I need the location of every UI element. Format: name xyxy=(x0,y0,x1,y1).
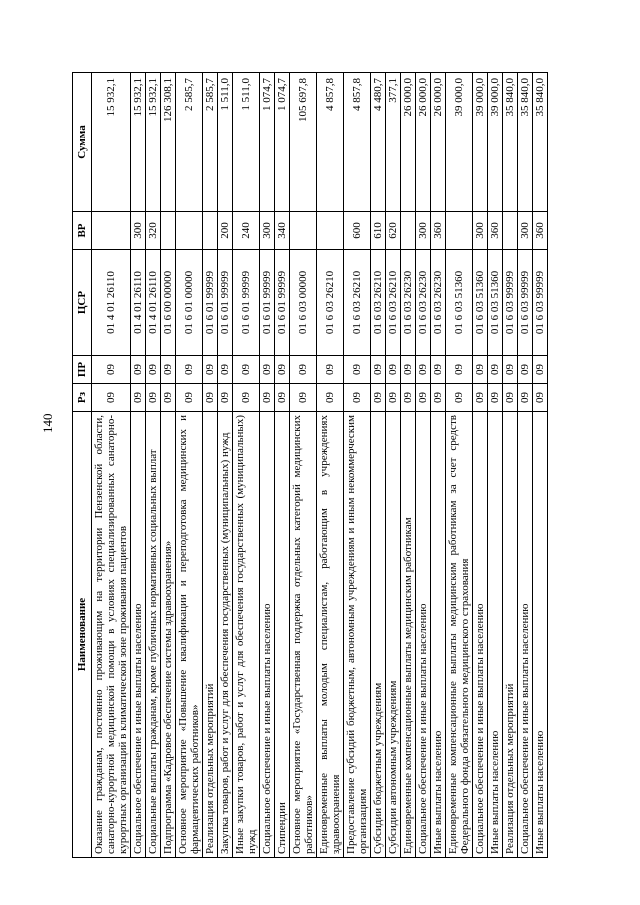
cell-csr: 01 6 03 51360 xyxy=(488,250,503,356)
cell-rz: 09 xyxy=(203,384,218,412)
table-row xyxy=(317,73,344,858)
cell-pr: 09 xyxy=(533,356,548,384)
cell-vr: 300 xyxy=(518,212,533,250)
table-row xyxy=(275,73,290,858)
cell-name: Стипендии xyxy=(275,412,290,858)
cell-csr: 01 6 03 51360 xyxy=(446,250,473,356)
cell-vr: 300 xyxy=(416,212,431,250)
cell-name: Социальное обеспечение и иные выплаты населению xyxy=(518,412,533,858)
cell-csr: 01 6 01 99999 xyxy=(233,250,260,356)
cell-name: Предоставление субсидий бюджетным, автономным учреждениям и иным некоммерческим организациям xyxy=(344,412,371,858)
cell-name: Единовременные компенсационные выплаты медицинским работникам за счет средств Федерального фонда обязательного медицинского страхования xyxy=(446,412,473,858)
cell-rz: 09 xyxy=(92,384,131,412)
cell-csr: 01 6 00 00000 xyxy=(161,250,176,356)
cell-rz: 09 xyxy=(344,384,371,412)
cell-name: Социальное обеспечение и иные выплаты населению xyxy=(260,412,275,858)
cell-name: Иные выплаты населению xyxy=(533,412,548,858)
cell-name: Социальное обеспечение и иные выплаты населению xyxy=(416,412,431,858)
cell-csr: 01 6 01 99999 xyxy=(275,250,290,356)
cell-vr xyxy=(92,212,131,250)
cell-sum: 377,1 xyxy=(386,73,401,212)
header-pr: ПР xyxy=(73,356,92,384)
cell-vr xyxy=(401,212,416,250)
cell-name: Социальные выплаты гражданам, кроме публичных нормативных социальных выплат xyxy=(146,412,161,858)
cell-sum: 4 480,7 xyxy=(371,73,386,212)
table-row xyxy=(446,73,473,858)
cell-vr xyxy=(161,212,176,250)
cell-name: Социальное обеспечение и иные выплаты населению xyxy=(131,412,146,858)
cell-name: Подпрограмма «Кадровое обеспечение системы здравоохранения» xyxy=(161,412,176,858)
cell-sum: 1 074,7 xyxy=(260,73,275,212)
cell-name: Иные закупки товаров, работ и услуг для обеспечения государственных (муниципальных) нужд xyxy=(233,412,260,858)
table-row xyxy=(473,73,488,858)
cell-rz: 09 xyxy=(503,384,518,412)
table-row xyxy=(431,73,446,858)
cell-sum: 1 511,0 xyxy=(233,73,260,212)
cell-rz: 09 xyxy=(473,384,488,412)
cell-pr: 09 xyxy=(416,356,431,384)
header-name: Наименование xyxy=(73,412,92,858)
cell-rz: 09 xyxy=(533,384,548,412)
table-row xyxy=(218,73,233,858)
cell-rz: 09 xyxy=(371,384,386,412)
table-header-row xyxy=(73,73,92,858)
cell-rz: 09 xyxy=(431,384,446,412)
cell-pr: 09 xyxy=(401,356,416,384)
cell-vr: 240 xyxy=(233,212,260,250)
cell-sum: 39 000,0 xyxy=(473,73,488,212)
budget-table-page xyxy=(72,73,606,858)
cell-rz: 09 xyxy=(260,384,275,412)
cell-sum: 26 000,0 xyxy=(401,73,416,212)
cell-vr xyxy=(176,212,203,250)
cell-pr: 09 xyxy=(371,356,386,384)
table-row xyxy=(203,73,218,858)
table-row xyxy=(503,73,518,858)
cell-name: Единовременные выплаты молодым специалистам, работающим в учреждениях здравоохранения xyxy=(317,412,344,858)
cell-vr: 610 xyxy=(371,212,386,250)
cell-pr: 09 xyxy=(146,356,161,384)
cell-rz: 09 xyxy=(218,384,233,412)
table-row xyxy=(161,73,176,858)
cell-pr: 09 xyxy=(344,356,371,384)
cell-rz: 09 xyxy=(131,384,146,412)
cell-sum: 126 308,1 xyxy=(161,73,176,212)
cell-rz: 09 xyxy=(161,384,176,412)
cell-pr: 09 xyxy=(203,356,218,384)
cell-csr: 01 6 01 99999 xyxy=(203,250,218,356)
cell-rz: 09 xyxy=(290,384,317,412)
cell-csr: 01 4 01 26110 xyxy=(92,250,131,356)
cell-sum: 39 000,0 xyxy=(488,73,503,212)
cell-sum: 2 585,7 xyxy=(203,73,218,212)
cell-name: Основное мероприятие «Государственная поддержка отдельных категорий медицинских работников» xyxy=(290,412,317,858)
cell-pr: 09 xyxy=(488,356,503,384)
table-row xyxy=(416,73,431,858)
cell-vr: 360 xyxy=(431,212,446,250)
cell-name: Субсидии бюджетным учреждениям xyxy=(371,412,386,858)
cell-sum: 105 697,8 xyxy=(290,73,317,212)
cell-vr: 300 xyxy=(260,212,275,250)
cell-name: Реализация отдельных мероприятий xyxy=(503,412,518,858)
cell-vr xyxy=(446,212,473,250)
table-row xyxy=(344,73,371,858)
cell-csr: 01 4 01 26110 xyxy=(146,250,161,356)
cell-sum: 1 511,0 xyxy=(218,73,233,212)
cell-vr: 360 xyxy=(533,212,548,250)
table-row xyxy=(371,73,386,858)
table-row xyxy=(290,73,317,858)
cell-vr: 300 xyxy=(131,212,146,250)
cell-sum: 15 932,1 xyxy=(131,73,146,212)
cell-pr: 09 xyxy=(233,356,260,384)
cell-vr: 620 xyxy=(386,212,401,250)
cell-rz: 09 xyxy=(518,384,533,412)
cell-pr: 09 xyxy=(431,356,446,384)
budget-table xyxy=(72,72,548,858)
cell-rz: 09 xyxy=(416,384,431,412)
table-row xyxy=(533,73,548,858)
cell-name: Единовременные компенсационные выплаты медицинским работникам xyxy=(401,412,416,858)
cell-csr: 01 6 03 26210 xyxy=(386,250,401,356)
cell-vr: 360 xyxy=(488,212,503,250)
cell-name: Основное мероприятие «Повышение квалификации и переподготовка медицинских и фармацевтических работников» xyxy=(176,412,203,858)
header-csr: ЦСР xyxy=(73,250,92,356)
cell-pr: 09 xyxy=(218,356,233,384)
cell-vr xyxy=(290,212,317,250)
cell-vr: 200 xyxy=(218,212,233,250)
cell-csr: 01 6 01 00000 xyxy=(176,250,203,356)
cell-csr: 01 6 03 26230 xyxy=(416,250,431,356)
cell-csr: 01 6 03 26210 xyxy=(317,250,344,356)
cell-pr: 09 xyxy=(260,356,275,384)
cell-vr xyxy=(503,212,518,250)
cell-sum: 4 857,8 xyxy=(344,73,371,212)
cell-rz: 09 xyxy=(275,384,290,412)
cell-pr: 09 xyxy=(131,356,146,384)
cell-csr: 01 6 03 26230 xyxy=(401,250,416,356)
cell-pr: 09 xyxy=(317,356,344,384)
header-rz: Рз xyxy=(73,384,92,412)
cell-pr: 09 xyxy=(92,356,131,384)
cell-rz: 09 xyxy=(233,384,260,412)
cell-rz: 09 xyxy=(446,384,473,412)
cell-csr: 01 6 01 99999 xyxy=(218,250,233,356)
cell-vr: 340 xyxy=(275,212,290,250)
table-row xyxy=(488,73,503,858)
cell-pr: 09 xyxy=(386,356,401,384)
table-row xyxy=(131,73,146,858)
cell-vr xyxy=(203,212,218,250)
table-row xyxy=(146,73,161,858)
cell-vr: 300 xyxy=(473,212,488,250)
cell-pr: 09 xyxy=(176,356,203,384)
cell-name: Реализация отдельных мероприятий xyxy=(203,412,218,858)
cell-pr: 09 xyxy=(473,356,488,384)
cell-csr: 01 6 03 26210 xyxy=(371,250,386,356)
cell-name: Иные выплаты населению xyxy=(488,412,503,858)
cell-csr: 01 6 03 99999 xyxy=(503,250,518,356)
cell-pr: 09 xyxy=(446,356,473,384)
cell-pr: 09 xyxy=(161,356,176,384)
cell-rz: 09 xyxy=(488,384,503,412)
cell-csr: 01 6 01 99999 xyxy=(260,250,275,356)
table-row xyxy=(233,73,260,858)
cell-sum: 35 840,0 xyxy=(518,73,533,212)
cell-sum: 15 932,1 xyxy=(92,73,131,212)
cell-name: Социальное обеспечение и иные выплаты населению xyxy=(473,412,488,858)
cell-pr: 09 xyxy=(518,356,533,384)
cell-rz: 09 xyxy=(317,384,344,412)
cell-rz: 09 xyxy=(146,384,161,412)
page-number: 140 xyxy=(40,413,55,433)
cell-sum: 26 000,0 xyxy=(431,73,446,212)
table-row xyxy=(92,73,131,858)
cell-sum: 1 074,7 xyxy=(275,73,290,212)
table-row xyxy=(518,73,533,858)
cell-pr: 09 xyxy=(290,356,317,384)
cell-sum: 26 000,0 xyxy=(416,73,431,212)
table-row xyxy=(260,73,275,858)
cell-sum: 15 932,1 xyxy=(146,73,161,212)
cell-sum: 39 000,0 xyxy=(446,73,473,212)
table-row xyxy=(401,73,416,858)
table-body xyxy=(92,73,548,858)
header-vr: ВР xyxy=(73,212,92,250)
table-row xyxy=(176,73,203,858)
cell-sum: 2 585,7 xyxy=(176,73,203,212)
cell-pr: 09 xyxy=(503,356,518,384)
cell-csr: 01 4 01 26110 xyxy=(131,250,146,356)
cell-name: Иные выплаты населению xyxy=(431,412,446,858)
cell-vr: 320 xyxy=(146,212,161,250)
cell-rz: 09 xyxy=(176,384,203,412)
cell-csr: 01 6 03 99999 xyxy=(518,250,533,356)
cell-sum: 35 840,0 xyxy=(533,73,548,212)
cell-name: Оказание гражданам, постоянно проживающим на территории Пензенской области, санаторно-курортной медицинской помощи в условиях специализированных санаторно-курортных организаций в климатической зоне проживания пациентов xyxy=(92,412,131,858)
table-row xyxy=(386,73,401,858)
cell-name: Закупка товаров, работ и услуг для обеспечения государственных (муниципальных) нужд xyxy=(218,412,233,858)
cell-sum: 4 857,8 xyxy=(317,73,344,212)
cell-csr: 01 6 03 00000 xyxy=(290,250,317,356)
cell-rz: 09 xyxy=(386,384,401,412)
cell-csr: 01 6 03 51360 xyxy=(473,250,488,356)
cell-csr: 01 6 03 99999 xyxy=(533,250,548,356)
cell-pr: 09 xyxy=(275,356,290,384)
cell-sum: 35 840,0 xyxy=(503,73,518,212)
cell-vr xyxy=(317,212,344,250)
cell-vr: 600 xyxy=(344,212,371,250)
cell-csr: 01 6 03 26210 xyxy=(344,250,371,356)
cell-csr: 01 6 03 26230 xyxy=(431,250,446,356)
header-sum: Сумма xyxy=(73,73,92,212)
cell-name: Субсидии автономным учреждениям xyxy=(386,412,401,858)
cell-rz: 09 xyxy=(401,384,416,412)
